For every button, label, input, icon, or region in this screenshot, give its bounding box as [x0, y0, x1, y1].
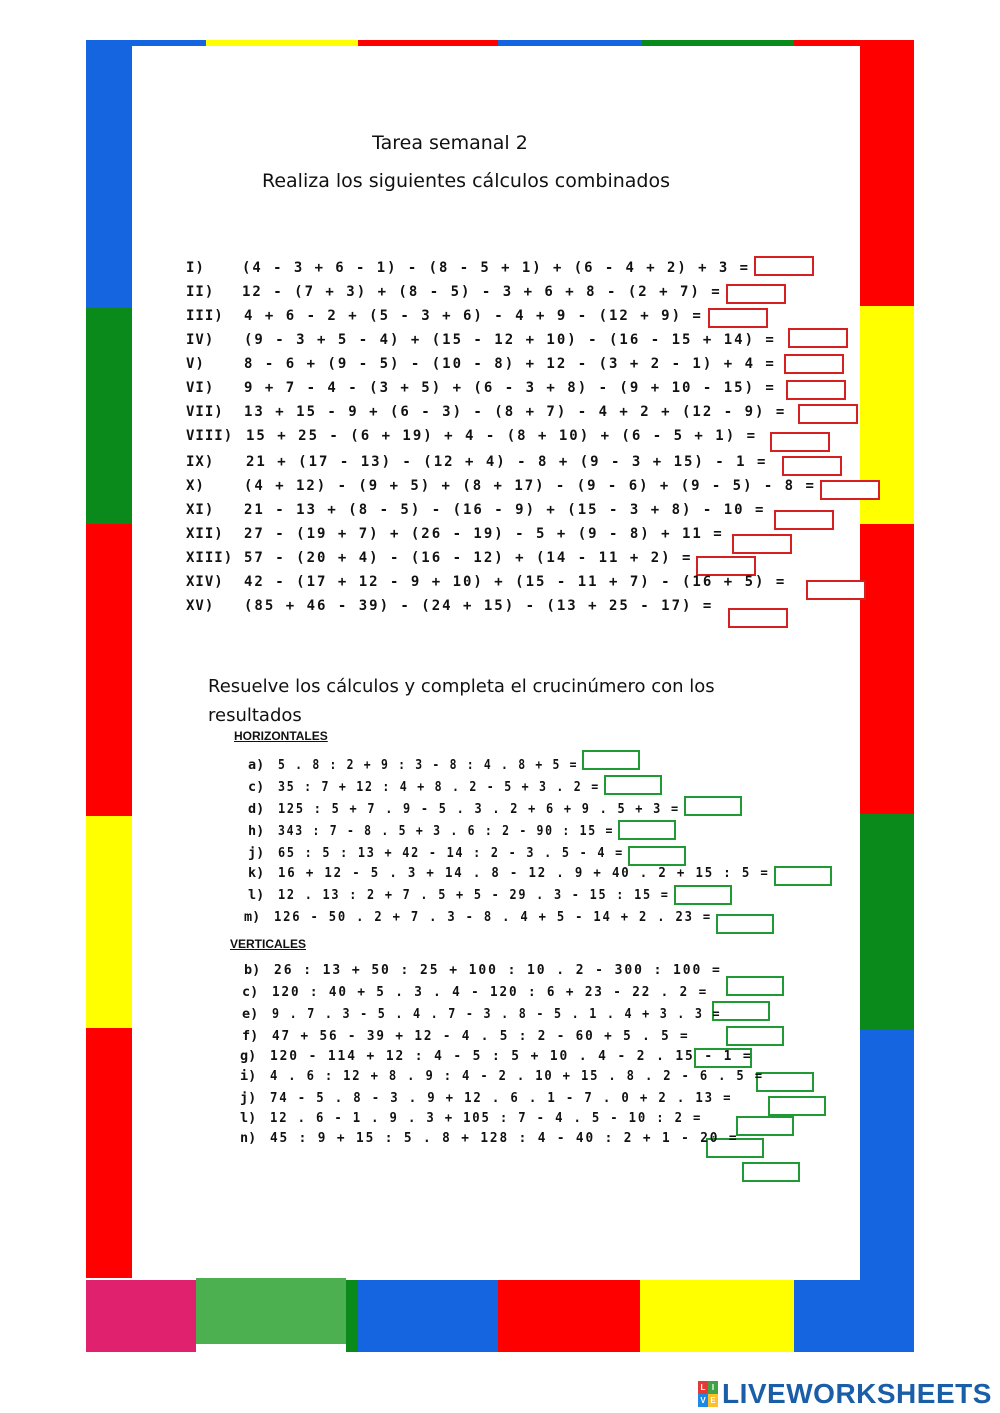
calculation-expression: 21 + (17 - 13) - (12 + 4) - 8 + (9 - 3 + 15) - 1 =: [246, 454, 768, 470]
vertical-calculation-expression: 45 : 9 + 15 : 5 . 8 + 128 : 4 - 40 : 2 + 1 - 20 =: [270, 1130, 739, 1146]
frame-block-yellow: [86, 816, 132, 1028]
answer-input-box[interactable]: [708, 308, 768, 328]
answer-input-box[interactable]: [756, 1072, 814, 1092]
calculation-number: X): [186, 478, 205, 494]
calculation-number: IX): [186, 454, 215, 470]
calculation-number: XII): [186, 526, 224, 542]
logo-mark-letter: I: [708, 1381, 718, 1394]
calculation-expression: (4 - 3 + 6 - 1) - (8 - 5 + 1) + (6 - 4 + 2) + 3 =: [242, 260, 750, 276]
calculation-number: XIV): [186, 574, 224, 590]
vertical-calculation-label: j): [240, 1090, 257, 1106]
vertical-calculation-expression: 47 + 56 - 39 + 12 - 4 . 5 : 2 - 60 + 5 . 5 =: [272, 1028, 690, 1044]
instruction-combined: Realiza los siguientes cálculos combinados: [262, 170, 670, 192]
vertical-calculation-expression: 120 : 40 + 5 . 3 . 4 - 120 : 6 + 23 - 22 . 2 =: [272, 984, 709, 1000]
answer-input-box[interactable]: [820, 480, 880, 500]
horizontal-calculation-label: l): [248, 887, 265, 903]
calculation-number: VIII): [186, 428, 234, 444]
frame-block-magenta: [86, 1280, 196, 1352]
vertical-calculation-label: l): [240, 1110, 257, 1126]
answer-input-box[interactable]: [786, 380, 846, 400]
horizontal-calculation-expression: 5 . 8 : 2 + 9 : 3 - 8 : 4 . 8 + 5 =: [278, 757, 579, 773]
answer-input-box[interactable]: [736, 1116, 794, 1136]
calculation-number: XIII): [186, 550, 234, 566]
vertical-calculation-label: i): [240, 1068, 257, 1084]
vertical-calculation-expression: 4 . 6 : 12 + 8 . 9 : 4 - 2 . 10 + 15 . 8 . 2 - 6 . 5 =: [270, 1068, 764, 1084]
answer-input-box[interactable]: [618, 820, 676, 840]
calculation-expression: 9 + 7 - 4 - (3 + 5) + (6 - 3 + 8) - (9 + 10 - 15) =: [244, 380, 776, 396]
horizontal-calculation-expression: 35 : 7 + 12 : 4 + 8 . 2 - 5 + 3 . 2 =: [278, 779, 600, 795]
calculation-number: XV): [186, 598, 215, 614]
calculation-number: VII): [186, 404, 224, 420]
answer-input-box[interactable]: [774, 510, 834, 530]
horizontal-calculation-label: h): [248, 823, 265, 839]
answer-input-box[interactable]: [732, 534, 792, 554]
frame-block-red: [86, 1028, 132, 1278]
vertical-calculation-label: b): [244, 962, 261, 978]
frame-block-blue: [794, 1280, 914, 1352]
vertical-calculation-label: n): [240, 1130, 257, 1146]
calculation-number: I): [186, 260, 205, 276]
horizontal-calculation-label: m): [244, 909, 261, 925]
horizontal-calculation-expression: 12 . 13 : 2 + 7 . 5 + 5 - 29 . 3 - 15 : 15 =: [278, 887, 670, 903]
answer-input-box[interactable]: [696, 556, 756, 576]
answer-input-box[interactable]: [726, 976, 784, 996]
answer-input-box[interactable]: [774, 866, 832, 886]
frame-block-blue: [860, 1030, 914, 1280]
calculation-expression: 4 + 6 - 2 + (5 - 3 + 6) - 4 + 9 - (12 + 9) =: [244, 308, 703, 324]
logo-mark-icon: [698, 1381, 718, 1407]
answer-input-box[interactable]: [788, 328, 848, 348]
horizontal-calculation-label: c): [248, 779, 265, 795]
calculation-expression: (9 - 3 + 5 - 4) + (15 - 12 + 10) - (16 - 15 + 14) =: [244, 332, 776, 348]
horizontal-calculation-label: a): [248, 757, 265, 773]
logo-mark-letter: V: [698, 1394, 708, 1407]
vertical-calculation-expression: 26 : 13 + 50 : 25 + 100 : 10 . 2 - 300 : 100 =: [274, 962, 722, 978]
frame-block-light-green: [196, 1276, 346, 1344]
answer-input-box[interactable]: [782, 456, 842, 476]
logo-text: LIVEWORKSHEETS: [722, 1378, 992, 1409]
liveworksheets-logo: [698, 1378, 992, 1410]
answer-input-box[interactable]: [770, 432, 830, 452]
calculation-expression: 13 + 15 - 9 + (6 - 3) - (8 + 7) - 4 + 2 + (12 - 9) =: [244, 404, 787, 420]
calculation-expression: (85 + 46 - 39) - (24 + 15) - (13 + 25 - 17) =: [244, 598, 714, 614]
calculation-number: III): [186, 308, 224, 324]
answer-input-box[interactable]: [768, 1096, 826, 1116]
vertical-calculation-expression: 120 - 114 + 12 : 4 - 5 : 5 + 10 . 4 - 2 . 15 - 1 =: [270, 1048, 753, 1064]
horizontal-calculation-expression: 16 + 12 - 5 . 3 + 14 . 8 - 12 . 9 + 40 . 2 + 15 : 5 =: [278, 865, 770, 881]
calculation-expression: (4 + 12) - (9 + 5) + (8 + 17) - (9 - 6) + (9 - 5) - 8 =: [244, 478, 816, 494]
calculation-number: II): [186, 284, 215, 300]
answer-input-box[interactable]: [604, 775, 662, 795]
answer-input-box[interactable]: [742, 1162, 800, 1182]
answer-input-box[interactable]: [726, 284, 786, 304]
calculation-expression: 15 + 25 - (6 + 19) + 4 - (8 + 10) + (6 - 5 + 1) =: [246, 428, 758, 444]
logo-mark-letter: E: [708, 1394, 718, 1407]
answer-input-box[interactable]: [754, 256, 814, 276]
worksheet-title: Tarea semanal 2: [372, 132, 528, 154]
answer-input-box[interactable]: [582, 750, 640, 770]
answer-input-box[interactable]: [674, 885, 732, 905]
frame-block-green: [346, 1280, 358, 1352]
calculation-expression: 27 - (19 + 7) + (26 - 19) - 5 + (9 - 8) + 11 =: [244, 526, 724, 542]
calculation-expression: 42 - (17 + 12 - 9 + 10) + (15 - 11 + 7) - (16 + 5) =: [244, 574, 787, 590]
frame-block-yellow: [640, 1280, 794, 1352]
answer-input-box[interactable]: [784, 354, 844, 374]
answer-input-box[interactable]: [628, 846, 686, 866]
instruction-crossnumber: Resuelve los cálculos y completa el crucinúmero con los resultados: [208, 676, 715, 726]
verticales-heading: VERTICALES: [230, 937, 307, 951]
frame-block-green: [860, 814, 914, 1030]
calculation-number: XI): [186, 502, 215, 518]
answer-input-box[interactable]: [684, 796, 742, 816]
frame-block-blue: [358, 1280, 498, 1352]
vertical-calculation-expression: 74 - 5 . 8 - 3 . 9 + 12 . 6 . 1 - 7 . 0 + 2 . 13 =: [270, 1090, 733, 1106]
vertical-calculation-label: e): [242, 1006, 259, 1022]
frame-block-red: [498, 1280, 640, 1352]
frame-block-red: [860, 524, 914, 814]
answer-input-box[interactable]: [716, 914, 774, 934]
answer-input-box[interactable]: [798, 404, 858, 424]
calculation-expression: 8 - 6 + (9 - 5) - (10 - 8) + 12 - (3 + 2 - 1) + 4 =: [244, 356, 776, 372]
vertical-calculation-label: f): [242, 1028, 259, 1044]
horizontal-calculation-expression: 343 : 7 - 8 . 5 + 3 . 6 : 2 - 90 : 15 =: [278, 823, 615, 839]
logo-mark-letter: L: [698, 1381, 708, 1394]
answer-input-box[interactable]: [728, 608, 788, 628]
horizontal-calculation-expression: 65 : 5 : 13 + 42 - 14 : 2 - 3 . 5 - 4 =: [278, 845, 625, 861]
calculation-number: IV): [186, 332, 215, 348]
vertical-calculation-label: g): [240, 1048, 257, 1064]
horizontal-calculation-label: k): [248, 865, 265, 881]
frame-block-green: [86, 308, 132, 524]
vertical-calculation-expression: 9 . 7 . 3 - 5 . 4 . 7 - 3 . 8 - 5 . 1 . 4 + 3 . 3 =: [272, 1006, 722, 1022]
horizontal-calculation-label: j): [248, 845, 265, 861]
horizontales-heading: HORIZONTALES: [234, 729, 328, 743]
calculation-expression: 21 - 13 + (8 - 5) - (16 - 9) + (15 - 3 + 8) - 10 =: [244, 502, 766, 518]
horizontal-calculation-label: d): [248, 801, 265, 817]
calculation-number: V): [186, 356, 205, 372]
vertical-calculation-expression: 12 . 6 - 1 . 9 . 3 + 105 : 7 - 4 . 5 - 10 : 2 =: [270, 1110, 703, 1126]
answer-input-box[interactable]: [806, 580, 866, 600]
calculation-expression: 57 - (20 + 4) - (16 - 12) + (14 - 11 + 2) =: [244, 550, 693, 566]
horizontal-calculation-expression: 125 : 5 + 7 . 9 - 5 . 3 . 2 + 6 + 9 . 5 + 3 =: [278, 801, 680, 817]
calculation-expression: 12 - (7 + 3) + (8 - 5) - 3 + 6 + 8 - (2 + 7) =: [242, 284, 722, 300]
horizontal-calculation-expression: 126 - 50 . 2 + 7 . 3 - 8 . 4 + 5 - 14 + 2 . 23 =: [274, 909, 713, 925]
vertical-calculation-label: c): [242, 984, 259, 1000]
calculation-number: VI): [186, 380, 215, 396]
frame-block-red: [86, 524, 132, 816]
answer-input-box[interactable]: [726, 1026, 784, 1046]
